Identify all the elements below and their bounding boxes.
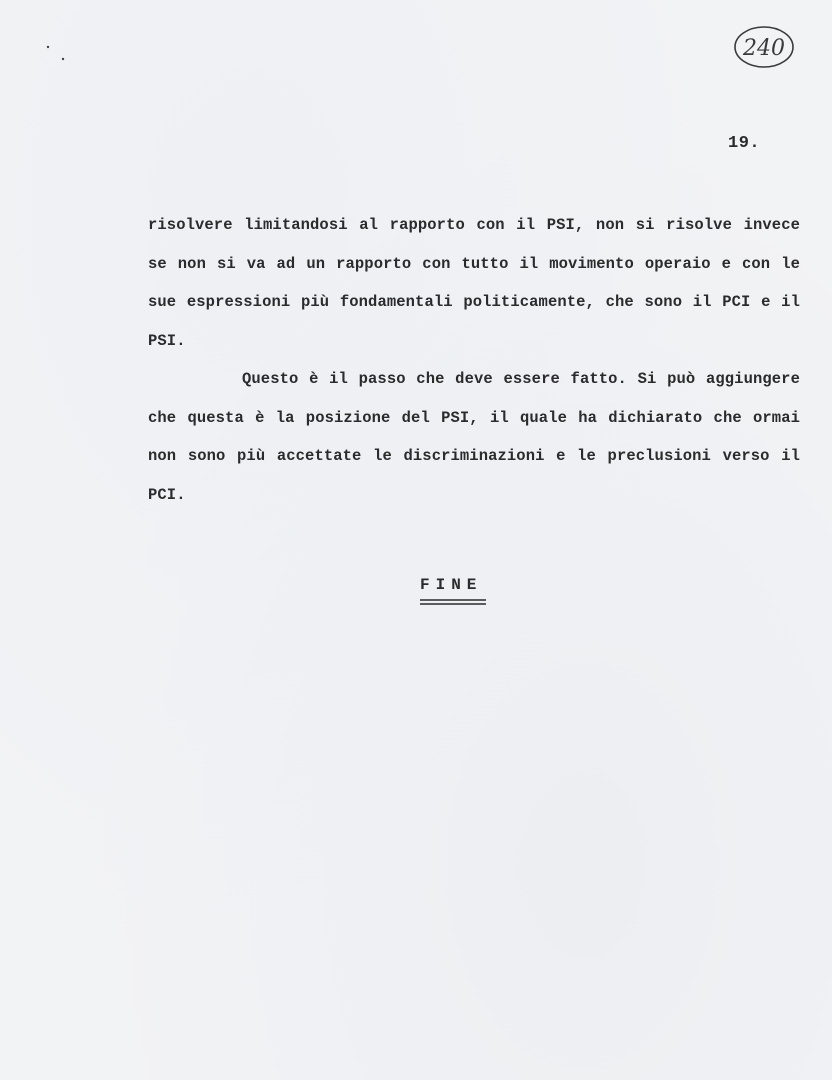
text-line: Questo è il passo che deve essere fatto. Si può aggiungere	[242, 370, 800, 388]
stamp-number: 240	[743, 36, 785, 61]
page-number: 19.	[728, 134, 761, 153]
archive-stamp	[733, 24, 795, 70]
paper-specks	[44, 44, 74, 74]
text-line: se non si va ad un rapporto con tutto il movimento operaio e con le	[148, 254, 800, 273]
text-line: che questa è la posizione del PSI, il quale ha dichiarato che ormai	[148, 408, 800, 427]
text-line: risolvere limitandosi al rapporto con il PSI, non si risolve invece	[148, 216, 800, 234]
paragraph	[148, 360, 808, 514]
paragraph	[148, 206, 808, 360]
body-text	[148, 206, 808, 514]
text-line: PCI.	[148, 485, 186, 504]
text-line: non sono più accettate le discriminazioni e le preclusioni verso il	[148, 447, 800, 465]
text-line: PSI.	[148, 331, 186, 350]
text-line: sue espressioni più fondamentali politicamente, che sono il PCI e il	[148, 293, 800, 311]
closing-word: FINE	[420, 576, 483, 594]
closing-double-underline	[420, 598, 488, 606]
